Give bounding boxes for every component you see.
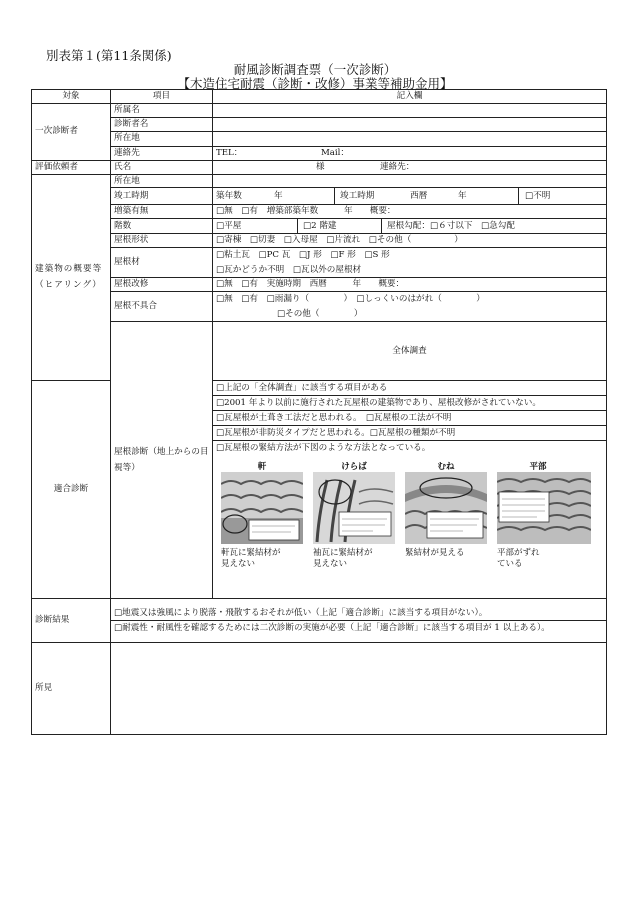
fitness-item[interactable]: □上記の「全体調査」に該当する項目がある [213,381,606,396]
building-address-label: 所在地 [111,174,213,188]
extension-field[interactable]: □無 □有 増築部築年数 年 概要： [213,205,607,219]
roof-defect-line1[interactable]: □無 □有 □雨漏り（ ） □しっくいのはがれ（ ） [216,294,485,304]
age-label: 築年数 [216,191,242,201]
completion-sub-label: 竣工時期 [340,191,375,201]
form-subtitle: 【木造住宅耐震（診断・改修）事業等補助金用】 [177,76,453,91]
completion-year: 年 [458,191,467,201]
fitness-item[interactable]: □瓦屋根が非防災タイプだと思われる。□瓦屋根の種類が不明 [213,426,606,441]
fitness-field [213,381,607,599]
roof-shape-field[interactable]: □寄棟 □切妻 □入母屋 □片流れ □その他（ ） [213,234,607,248]
roof-repair-field[interactable]: □無 □有 実施時期 西暦 年 概要： [213,278,607,292]
fitness-item[interactable]: □瓦屋根の緊結方法が下図のような方法となっている。 [216,443,431,453]
result-field [111,599,607,643]
roof-material-field[interactable] [213,248,607,278]
requester-label: 評価依頼者 [32,160,111,174]
tel-label: TEL： [216,147,243,158]
affiliation-label: 所属名 [111,103,213,117]
remarks-label: 所見 [32,643,111,735]
form-title: 耐風診断調査票（一次診断） [233,62,397,77]
fitness-label: 適合診断 [32,381,111,599]
completion-label: 竣工時期 [111,188,213,205]
completion-field[interactable] [213,188,607,205]
inspector-name-label: 診断者名 [111,117,213,131]
fitness-item[interactable]: □瓦屋根が土葺き工法だと思われる。 □瓦屋根の工法が不明 [213,411,606,426]
header-entry: 記入欄 [213,90,607,104]
remarks-field[interactable] [111,643,607,735]
building-label: 建築物の概要等（ヒアリング） [32,174,111,381]
inspector-address-label: 所在地 [111,131,213,146]
roof-shape-label: 屋根形状 [111,234,213,248]
figure-ridge [405,461,487,570]
roof-diagnosis-label: 屋根診断（地上からの目視等） [111,322,213,599]
figure-verge-title: けらば [341,462,367,472]
roof-figures [221,461,606,570]
affiliation-field[interactable] [213,103,607,117]
age-year: 年 [274,191,283,201]
roof-defect-label: 屋根不具合 [111,292,213,322]
inspector-label: 一次診断者 [32,103,111,160]
figure-flat [497,461,579,570]
extension-label: 増築有無 [111,205,213,219]
figure-flat-caption: 平部がずれ ている [497,548,540,569]
roof-material-label: 屋根材 [111,248,213,278]
requester-field[interactable] [213,160,607,174]
figure-ridge-title: むね [437,462,455,472]
roof-defect-line2[interactable]: □その他（ ） [277,308,363,319]
figure-flat-title: 平部 [529,462,547,472]
honorific: 様 [316,161,325,172]
building-address-field[interactable] [213,174,607,188]
figure-eaves-caption: 軒瓦に緊結材が 見えない [221,548,281,569]
flat-photo [497,472,591,544]
inspector-name-field[interactable] [213,117,607,131]
header-item: 項目 [111,90,213,104]
survey-form [31,89,607,735]
overall-survey-label: 全体調査 [213,322,607,381]
floors-field[interactable] [213,219,607,234]
figure-verge-caption: 袖瓦に緊結材が 見えない [313,548,373,569]
roof-repair-label: 屋根改修 [111,278,213,292]
roof-slope[interactable]: 屋根勾配：□６寸以下 □急勾配 [387,220,515,231]
floors-label: 階数 [111,219,213,234]
figure-ridge-caption: 緊結材が見える [405,548,465,558]
appendix-ref: 別表第１(第11条関係) [46,48,172,63]
mail-label: Mail： [321,147,350,158]
inspector-contact-field[interactable] [213,146,607,160]
roof-material-line1[interactable]: □粘土瓦 □PC 瓦 □J 形 □F 形 □S 形 [216,250,390,260]
verge-photo [313,472,395,544]
inspector-address-field[interactable] [213,131,607,146]
unknown-checkbox[interactable]: □不明 [525,190,551,201]
eaves-photo [221,472,303,544]
result-second-diagnosis[interactable]: □耐震性・耐風性を確認するためには二次診断の実施が必要（上記「適合診断」に該当する項目が 1 以上ある）。 [114,622,550,633]
two-story-checkbox[interactable]: □2 階建 [298,219,382,233]
era-label: 西暦 [410,191,428,201]
requester-contact-label: 連絡先： [380,161,415,172]
figure-verge [313,461,395,570]
single-story-checkbox[interactable]: □平屋 [213,219,298,233]
requester-name-label: 氏名 [111,160,213,174]
result-low-risk[interactable]: □地震又は強風により脱落・飛散するおそれが低い（上記「適合診断」に該当する項目がない）。 [111,607,606,621]
header-category: 対象 [32,90,111,104]
roof-defect-field[interactable] [213,292,607,322]
result-label: 診断結果 [32,599,111,643]
inspector-contact-label: 連絡先 [111,146,213,160]
figure-eaves-title: 軒 [257,462,267,472]
roof-material-line2[interactable]: □瓦かどうか不明 □瓦以外の屋根材 [216,264,362,275]
ridge-photo [405,472,487,544]
fitness-item[interactable]: □2001 年より以前に施行された瓦屋根の建築物であり、屋根改修がされていない。 [213,396,606,411]
figure-eaves [221,461,303,570]
